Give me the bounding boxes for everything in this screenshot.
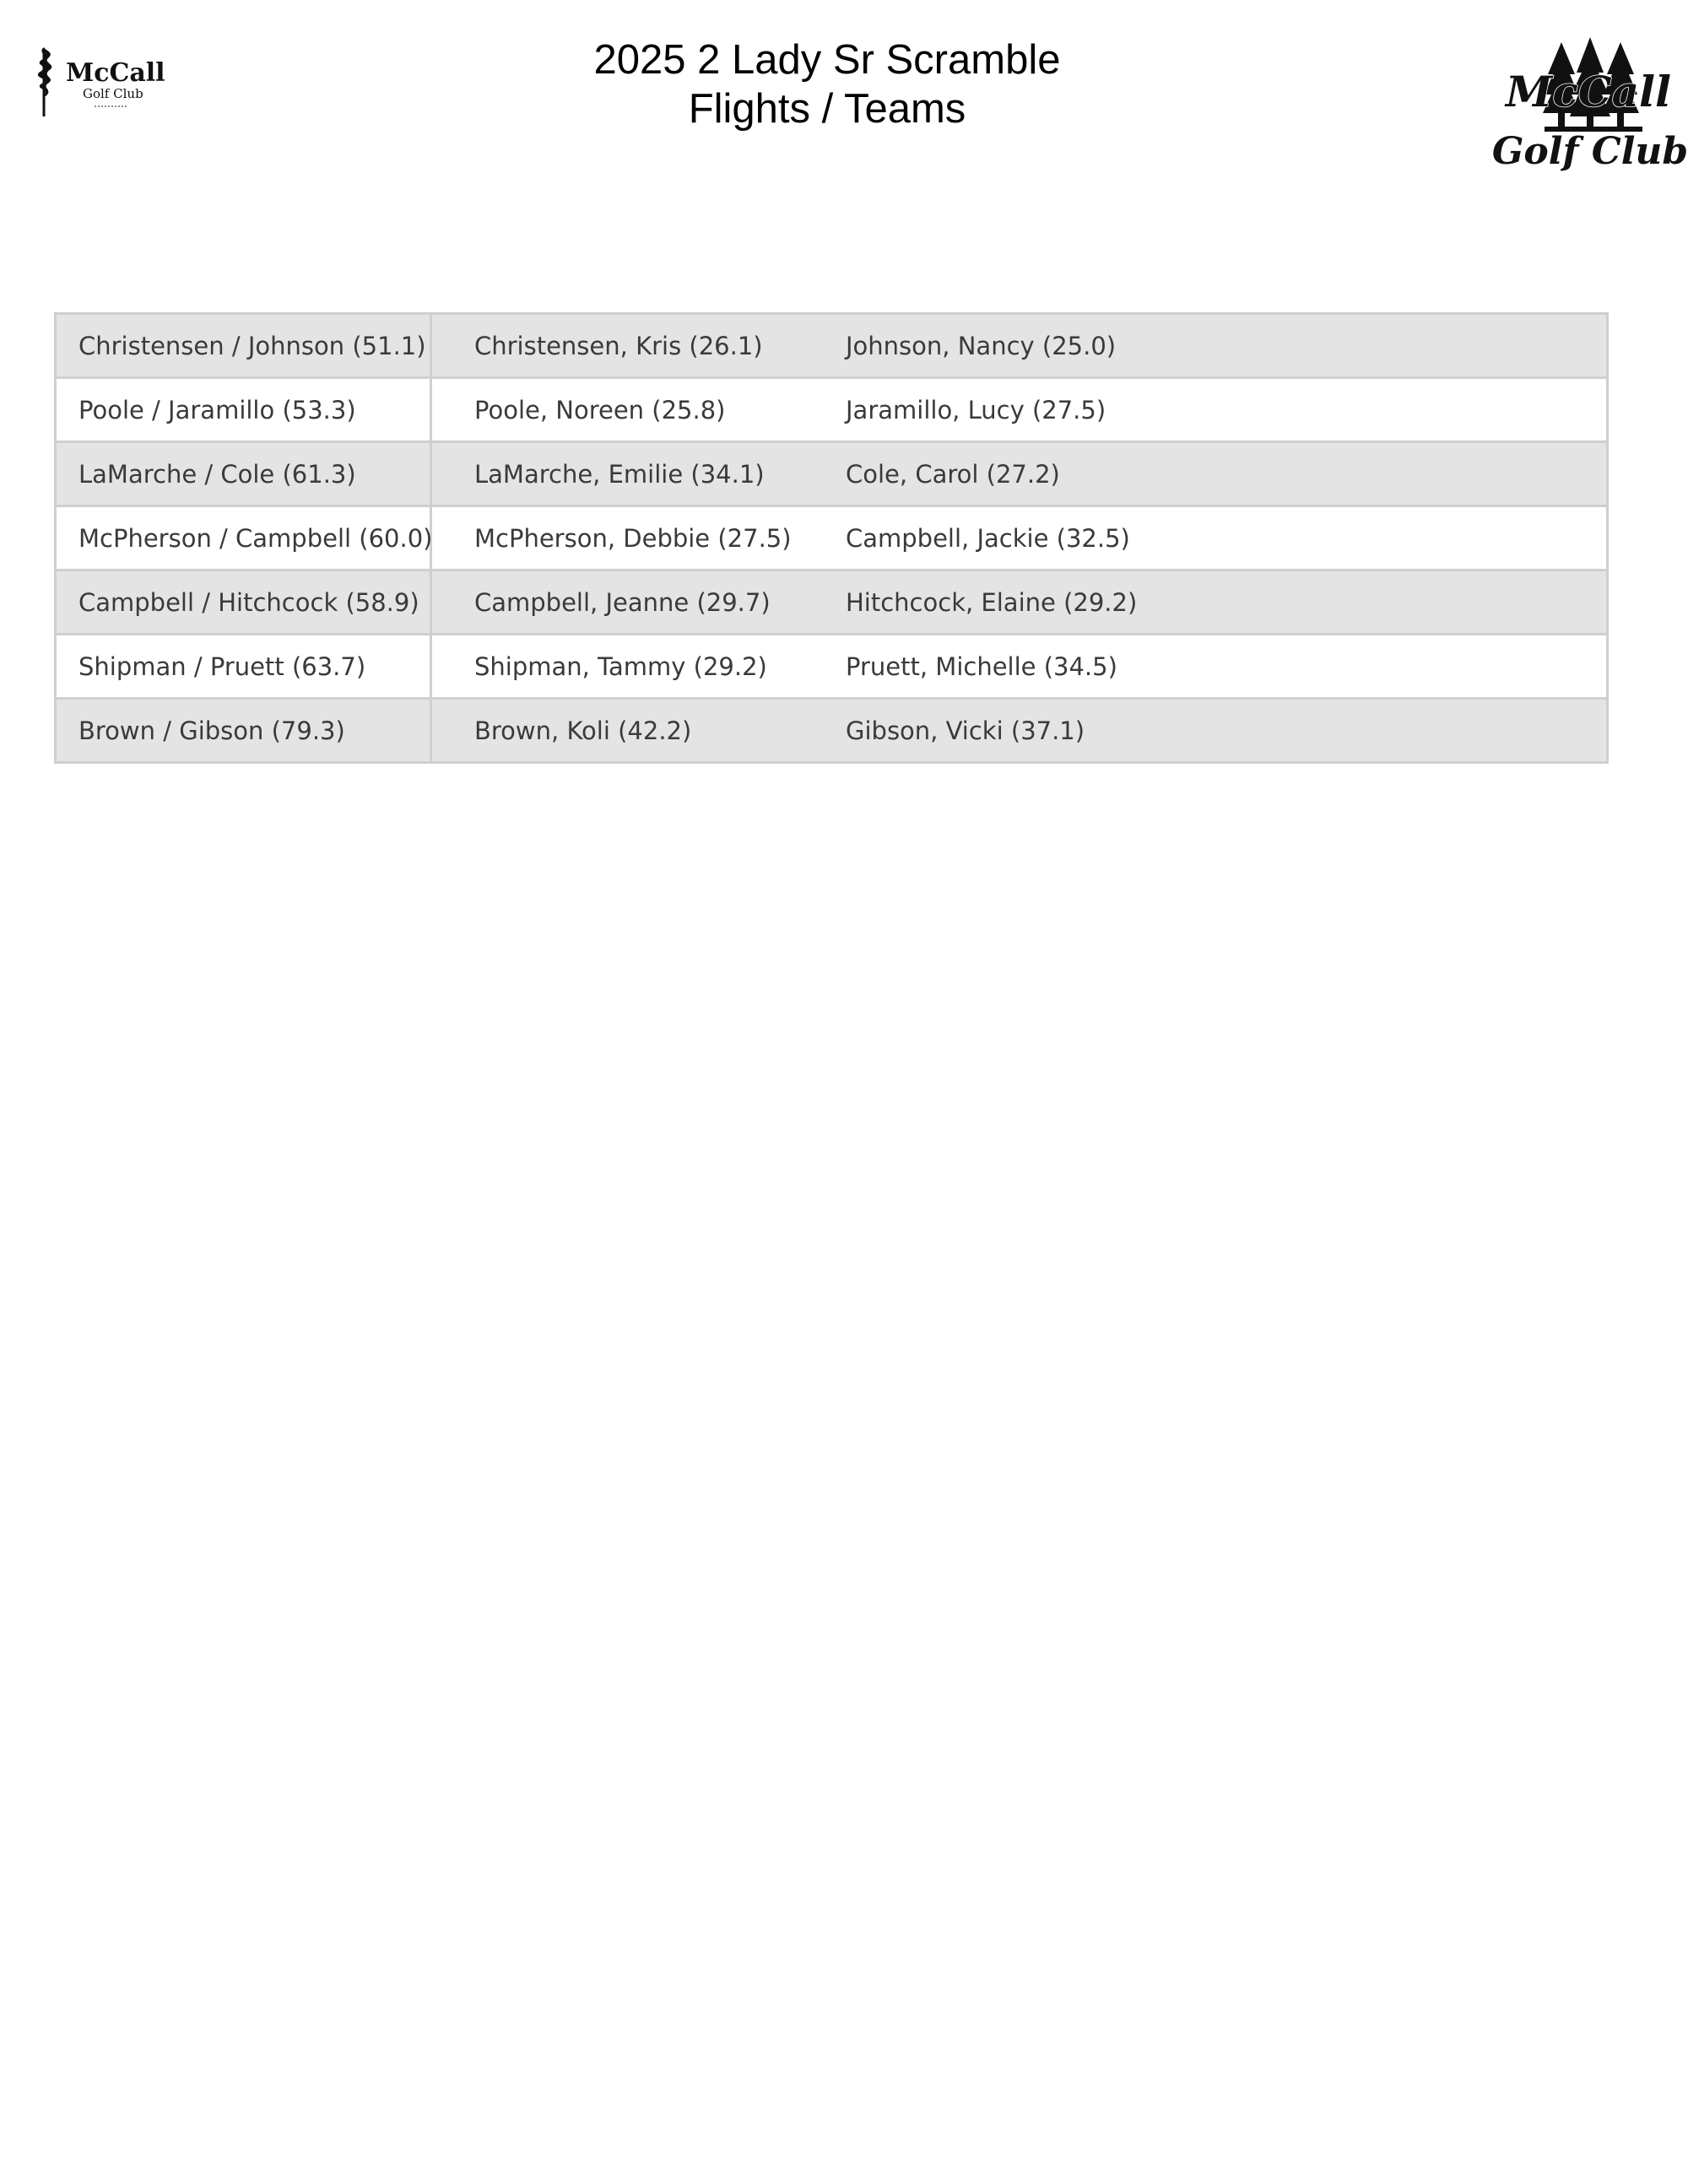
player1-cell: Campbell, Jeanne (29.7) — [431, 570, 847, 635]
table-row — [56, 570, 1608, 635]
table-row — [56, 506, 1608, 570]
player1-cell: Poole, Noreen (25.8) — [431, 378, 847, 442]
mccall-golf-club-logo-right — [1491, 35, 1688, 179]
team-name-cell: Brown / Gibson (79.3) — [56, 699, 431, 763]
mccall-golf-club-logo-left — [34, 44, 177, 120]
title-line-1: 2025 2 Lady Sr Scramble — [593, 37, 1061, 83]
player2-cell: Hitchcock, Elaine (29.2) — [846, 570, 1608, 635]
player1-cell: Brown, Koli (42.2) — [431, 699, 847, 763]
player2-cell: Johnson, Nancy (25.0) — [846, 314, 1608, 378]
team-name-cell: LaMarche / Cole (61.3) — [56, 442, 431, 506]
player1-cell: Shipman, Tammy (29.2) — [431, 635, 847, 699]
player1-cell: McPherson, Debbie (27.5) — [431, 506, 847, 570]
team-name-cell: Shipman / Pruett (63.7) — [56, 635, 431, 699]
logo-left-sub: Golf Club — [83, 86, 143, 101]
table-row — [56, 699, 1608, 763]
team-name-cell: Poole / Jaramillo (53.3) — [56, 378, 431, 442]
player2-cell: Campbell, Jackie (32.5) — [846, 506, 1608, 570]
pine-tree-icon — [38, 47, 51, 116]
team-name-cell: Christensen / Johnson (51.1) — [56, 314, 431, 378]
logo-right-line1: McCall — [1506, 67, 1671, 116]
page-header — [0, 0, 1688, 186]
logo-left-name: McCall — [66, 58, 165, 88]
player1-cell: LaMarche, Emilie (34.1) — [431, 442, 847, 506]
page-title — [338, 35, 1317, 133]
player2-cell: Jaramillo, Lucy (27.5) — [846, 378, 1608, 442]
player2-cell: Pruett, Michelle (34.5) — [846, 635, 1608, 699]
logo-right-line2: Golf Club — [1491, 130, 1688, 173]
player2-cell: Gibson, Vicki (37.1) — [846, 699, 1608, 763]
player1-cell: Christensen, Kris (26.1) — [431, 314, 847, 378]
table-row — [56, 314, 1608, 378]
table-row — [56, 442, 1608, 506]
teams-table — [54, 312, 1609, 764]
team-name-cell: McPherson / Campbell (60.0) — [56, 506, 431, 570]
player2-cell: Cole, Carol (27.2) — [846, 442, 1608, 506]
table-row — [56, 635, 1608, 699]
title-line-2: Flights / Teams — [688, 86, 966, 132]
table-row — [56, 378, 1608, 442]
team-name-cell: Campbell / Hitchcock (58.9) — [56, 570, 431, 635]
